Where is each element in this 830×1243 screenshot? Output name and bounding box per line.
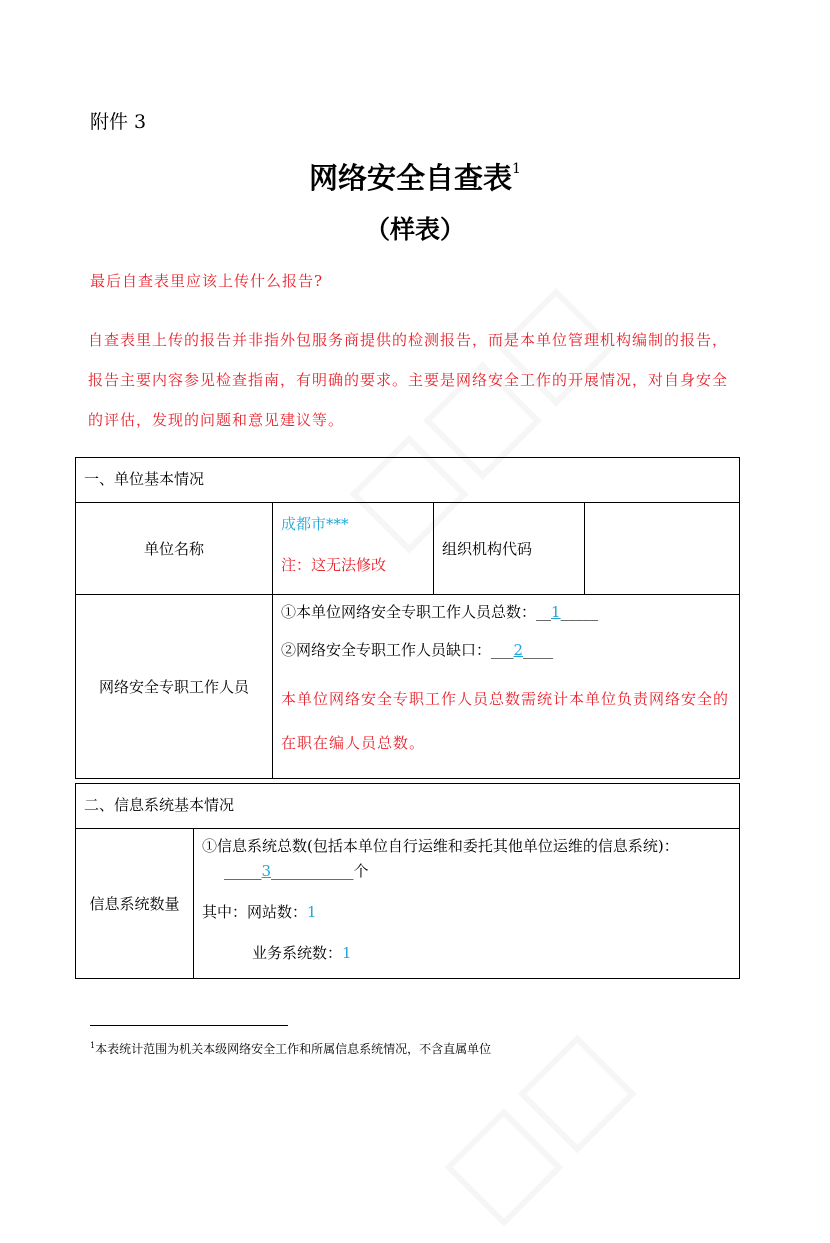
- section1-heading: 一、单位基本情况: [76, 458, 740, 503]
- unit-name-label: 单位名称: [76, 503, 273, 595]
- attachment-label: 附件 3: [90, 111, 147, 133]
- system-total-line: _____3___________个: [224, 862, 369, 880]
- website-line: 其中：网站数：1: [202, 903, 317, 921]
- staff-total-value[interactable]: 1: [551, 603, 561, 621]
- staff-cell: [273, 595, 740, 779]
- staff-label: 网络安全专职工作人员: [76, 595, 273, 779]
- page-title: 网络安全自查表$^1$: [309, 161, 521, 195]
- footnote-ref: 1: [512, 161, 521, 178]
- staff-note: 本单位网络安全专职工作人员总数需统计本单位负责网络安全的在职在编人员总数。: [281, 690, 730, 752]
- business-line: 业务系统数：1: [252, 944, 352, 962]
- staff-gap-value[interactable]: 2: [513, 641, 524, 659]
- footnote-divider: [90, 1025, 288, 1026]
- system-count-label: 信息系统数量: [76, 829, 194, 979]
- website-count[interactable]: 1: [307, 903, 317, 921]
- system-total-text: ①信息系统总数(包括本单位自行运维和委托其他单位运维的信息系统)：: [202, 837, 679, 855]
- staff-total-line: ①本单位网络安全专职工作人员总数：__1_____: [281, 603, 599, 621]
- section2-heading: 二、信息系统基本情况: [76, 784, 740, 829]
- staff-gap-line: ②网络安全专职工作人员缺口：___2____: [281, 641, 554, 659]
- org-code-value[interactable]: [585, 503, 740, 595]
- basic-info-table: [75, 457, 740, 779]
- page-subtitle: （样表）: [364, 215, 465, 244]
- org-code-label: 组织机构代码: [434, 503, 585, 595]
- business-count[interactable]: 1: [342, 944, 352, 962]
- unit-name-cell[interactable]: [273, 503, 434, 595]
- unit-name-value: 成都市***: [281, 515, 349, 533]
- system-total-value[interactable]: 3: [261, 862, 272, 880]
- system-info-table: [75, 783, 740, 979]
- system-count-cell: [194, 829, 740, 979]
- note-answer: 自查表里上传的报告并非指外包服务商提供的检测报告，而是本单位管理机构编制的报告，报告主要内容参见检查指南，有明确的要求。主要是网络安全工作的开展情况，对自身安全的评估，发现的问题和意见建议等。: [88, 331, 729, 429]
- footnote: $^1$本表统计范围为机关本级网络安全工作和所属信息系统情况，不含直属单位: [90, 1041, 492, 1056]
- note-question: 最后自查表里应该上传什么报告?: [90, 272, 324, 290]
- unit-name-note: 注：这无法修改: [281, 556, 387, 574]
